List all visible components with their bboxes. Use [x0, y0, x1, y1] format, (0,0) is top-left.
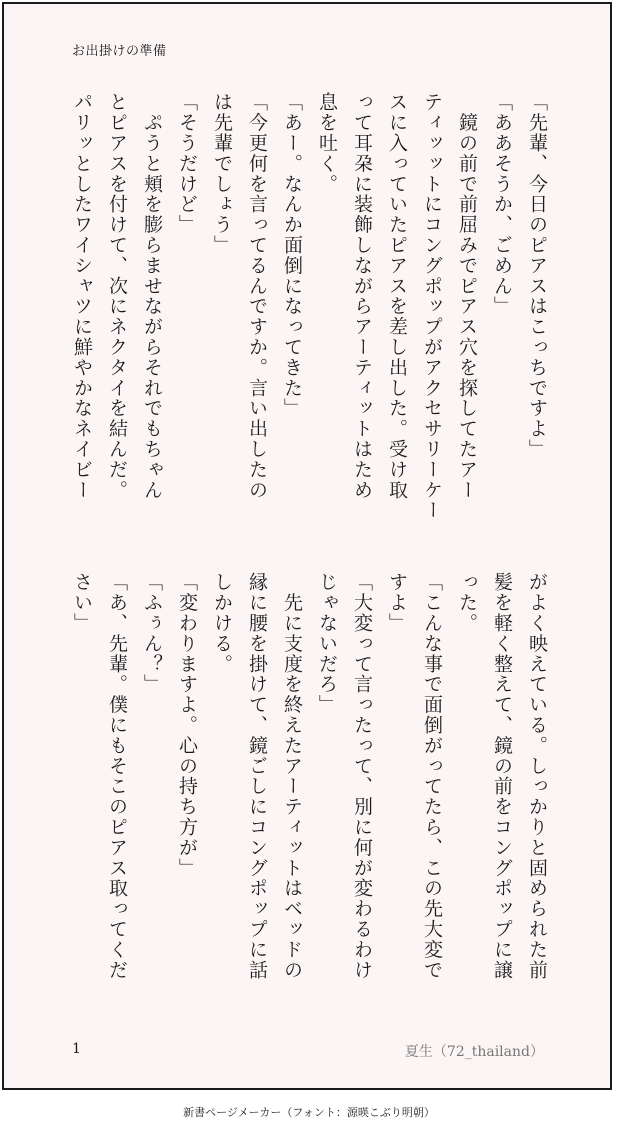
- text-line: 「大変って言ったって、別に何が変わるわけ: [351, 572, 373, 980]
- text-line: しかける。: [211, 572, 233, 674]
- text-line: スに入っていたピアスを差し出した。受け取: [386, 92, 408, 500]
- text-line: パリッとしたワイシャツに鮮やかなネイビー: [71, 92, 93, 500]
- text-line: って耳朶に装飾しながらアーティットはため: [351, 92, 373, 500]
- text-line: がよく映えている。しっかりと固められた前: [526, 572, 548, 980]
- text-line: さい」: [71, 572, 93, 634]
- text-line: 髪を軽く整えて、鏡の前をコングポップに譲: [491, 572, 513, 980]
- text-line: った。: [456, 572, 478, 634]
- page-number: 1: [72, 1041, 81, 1057]
- text-block-bottom: [64, 572, 554, 992]
- text-line: 「そうだけど」: [176, 92, 198, 235]
- text-line: 息を吐く。: [316, 92, 338, 194]
- author-credit: 夏生（72_thailand）: [404, 1044, 544, 1060]
- text-line: 「先輩、今日のピアスはこっちですよ」: [526, 92, 548, 460]
- text-line: じゃないだろ」: [316, 572, 338, 715]
- text-line: 「こんな事で面倒がってたら、この先大変で: [421, 572, 443, 980]
- text-line: 鏡の前で前屈みでピアス穴を探してたアー: [456, 92, 478, 500]
- text-line: 「あー。なんか面倒になってきた」: [281, 92, 303, 419]
- text-line: とピアスを付けて、次にネクタイを結んだ。: [106, 92, 128, 500]
- text-line: 「ふぅん？」: [141, 572, 163, 695]
- text-line: は先輩でしょう」: [211, 92, 233, 256]
- text-line: 「変わりますよ。心の持ち方が」: [176, 572, 198, 878]
- text-block-top: [64, 92, 554, 542]
- text-line: ぷうと頬を膨らませながらそれでもちゃん: [141, 92, 163, 500]
- generator-credit: 新書ページメーカー（フォント：源暎こぶり明朝）: [183, 1106, 435, 1119]
- text-line: 「今更何を言ってるんですか。言い出したの: [246, 92, 268, 500]
- book-page: [2, 2, 612, 1090]
- page-title: お出掛けの準備: [72, 44, 167, 59]
- text-line: 縁に腰を掛けて、鏡ごしにコングポップに話: [246, 572, 268, 980]
- text-line: 「あ、先輩。僕にもそこのピアス取ってくだ: [106, 572, 128, 980]
- text-line: すよ」: [386, 572, 408, 634]
- text-line: ティッットにコングポップがアクセサリーケー: [421, 92, 443, 521]
- text-line: 先に支度を終えたアーティットはベッドの: [281, 572, 303, 980]
- text-line: 「ああそうか、ごめん」: [491, 92, 513, 317]
